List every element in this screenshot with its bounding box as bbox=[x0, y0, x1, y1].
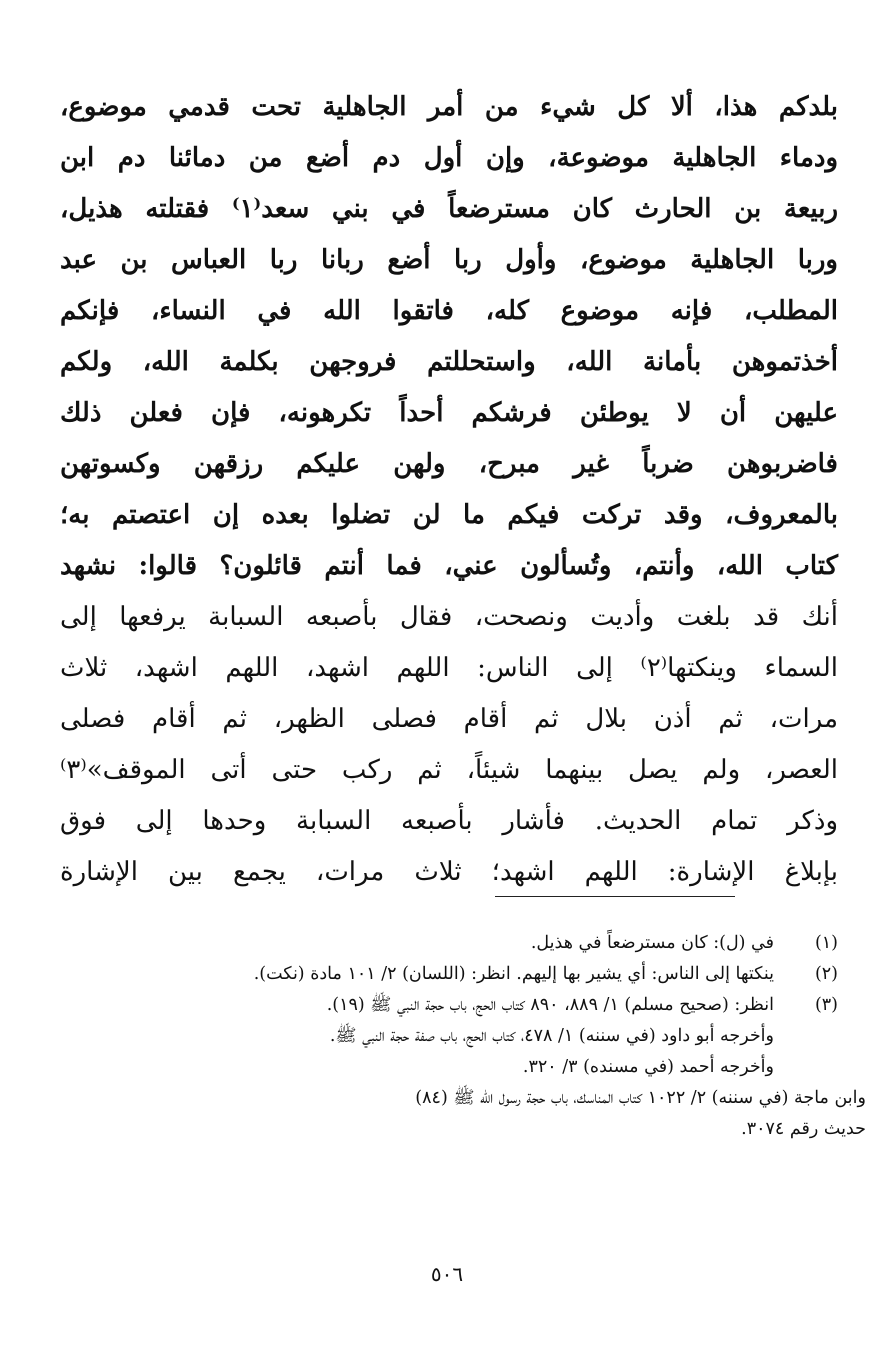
footnote-separator bbox=[495, 896, 735, 897]
footnote-text: حديث رقم ٣٠٧٤. bbox=[741, 1119, 866, 1139]
text-line: عليهن أن لا يوطئن فرشكم أحداً تكرهونه، فإن فعلن ذلك bbox=[60, 398, 838, 428]
main-text-block bbox=[60, 82, 838, 898]
text-line: بإبلاغ الإشارة: اللهم اشهد؛ ثلاث مرات، يجمع بين الإشارة bbox=[60, 857, 838, 887]
footnote-continuation bbox=[90, 1021, 838, 1052]
footnote-text: ينكتها إلى الناس: أي يشير بها إليهم. انظر: (اللسان) ٢/ ١٠١ مادة (نكت). bbox=[253, 964, 774, 984]
footnote-continuation bbox=[90, 1083, 884, 1114]
text-line: كتاب الله، وأنتم، وتُسألون عني، فما أنتم قائلون؟ قالوا: نشهد bbox=[60, 551, 838, 581]
text-line: ربيعة بن الحارث كان مسترضعاً في بني سعد⁽١⁾ فقتلته هذيل، bbox=[60, 194, 838, 224]
text-line: فاضربوهن ضرباً غير مبرح، ولهن عليكم رزقهن وكسوتهن bbox=[60, 449, 838, 479]
footnote-continuation bbox=[90, 1114, 884, 1145]
footnote-text: وأخرجه أبو داود (في سننه) ١/ ٤٧٨، كتاب الحج، باب صفة حجة النبي ﷺ. bbox=[329, 1026, 774, 1046]
footnote-text: وابن ماجة (في سننه) ٢/ ١٠٢٢ كتاب المناسك، باب حجة رسول الله ﷺ (٨٤) bbox=[415, 1088, 866, 1108]
text-line: ودماء الجاهلية موضوعة، وإن أول دم أضع من دمائنا دم ابن bbox=[60, 143, 838, 173]
footnote bbox=[90, 990, 838, 1021]
text-line: بلدكم هذا، ألا كل شيء من أمر الجاهلية تحت قدمي موضوع، bbox=[60, 92, 838, 122]
text-line: مرات، ثم أذن بلال ثم أقام فصلى الظهر، ثم أقام فصلى bbox=[60, 704, 838, 734]
footnote-number: (٢) bbox=[814, 964, 838, 984]
text-line: السماء وينكتها⁽٢⁾ إلى الناس: اللهم اشهد، اللهم اشهد، ثلاث bbox=[60, 653, 838, 683]
text-line: أنك قد بلغت وأديت ونصحت، فقال بأصبعه السبابة يرفعها إلى bbox=[60, 602, 838, 632]
page-number: ٥٠٦ bbox=[430, 1262, 464, 1286]
text-line: وذكر تمام الحديث. فأشار بأصبعه السبابة وحدها إلى فوق bbox=[60, 806, 838, 836]
text-line: وربا الجاهلية موضوع، وأول ربا أضع ربانا ربا العباس بن عبد bbox=[60, 245, 838, 275]
text-line: المطلب، فإنه موضوع كله، فاتقوا الله في النساء، فإنكم bbox=[60, 296, 838, 326]
text-line: أخذتموهن بأمانة الله، واستحللتم فروجهن بكلمة الله، ولكم bbox=[60, 347, 838, 377]
footnote-number: (١) bbox=[814, 933, 838, 953]
footnote-text: في (ل): كان مسترضعاً في هذيل. bbox=[530, 933, 774, 953]
footnote-continuation bbox=[90, 1052, 838, 1083]
footnote-text: وأخرجه أحمد (في مسنده) ٣/ ٣٢٠. bbox=[522, 1057, 774, 1077]
footnote bbox=[90, 928, 838, 959]
footnotes-block bbox=[90, 928, 866, 1145]
footnote-text: انظر: (صحيح مسلم) ١/ ٨٨٩، ٨٩٠ كتاب الحج، باب حجة النبي ﷺ (١٩). bbox=[326, 995, 774, 1015]
text-line: العصر، ولم يصل بينهما شيئاً، ثم ركب حتى أتى الموقف»⁽٣⁾ bbox=[60, 755, 838, 785]
text-line: بالمعروف، وقد تركت فيكم ما لن تضلوا بعده إن اعتصتم به؛ bbox=[60, 500, 838, 530]
footnote bbox=[90, 959, 838, 990]
footnote-number: (٣) bbox=[814, 995, 838, 1015]
